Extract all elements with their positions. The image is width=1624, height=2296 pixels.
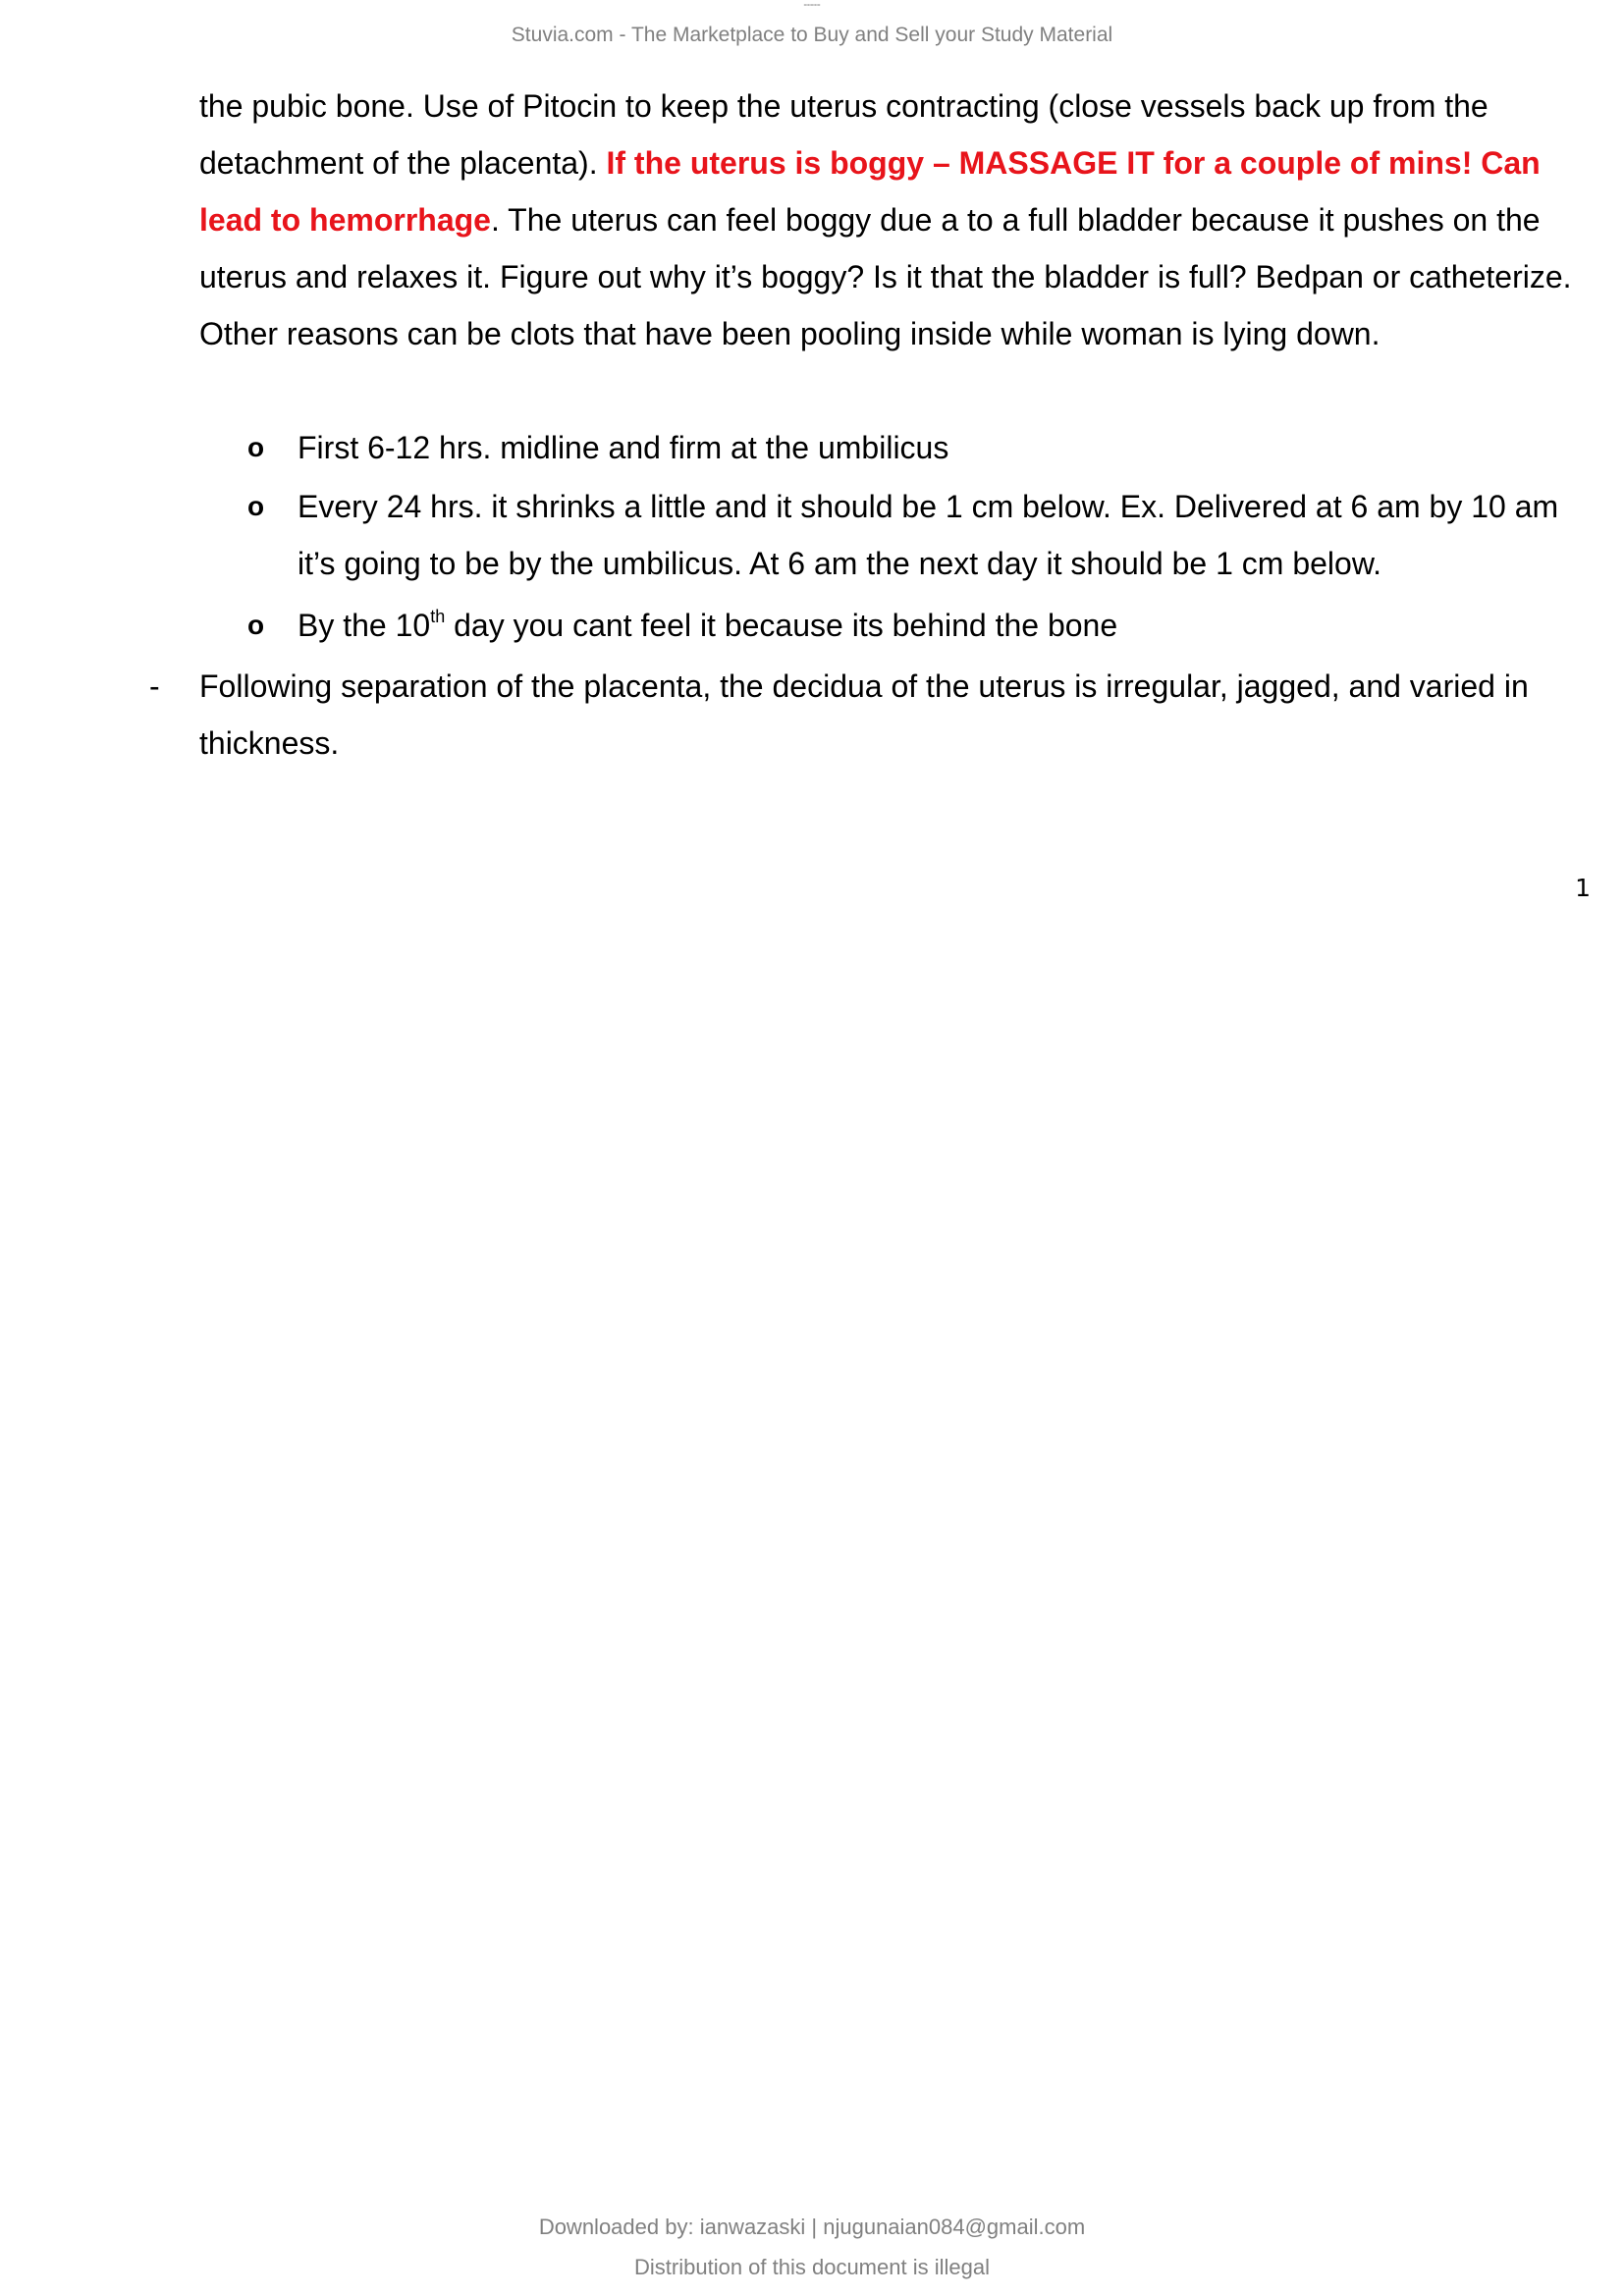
list-item-text: day you cant feel it because its behind the bone [445,608,1118,643]
sub-bullet-marker: o [247,432,265,462]
dash-list-item: Following separation of the placenta, the decidua of the uterus is irregular, jagged, and varied in thickness. [199,668,1529,761]
list-item: Every 24 hrs. it shrinks a little and it should be 1 cm below. Ex. Delivered at 6 am by 10 am it’s going to be by the umbilicus. At 6 am the next day it should be 1 cm below. [298,489,1559,581]
footer-downloaded-by: Downloaded by: ianwazaski | njugunaian084@gmail.com [538,2215,1086,2239]
list-item: First 6-12 hrs. midline and firm at the umbilicus [298,430,949,465]
superscript-th: th [430,607,446,626]
header-tiny-mark: •••••••••••• [803,2,821,7]
stuvia-watermark-header: Stuvia.com - The Marketplace to Buy and Sell your Study Material [511,24,1113,46]
list-item-text: By the 10 [298,608,431,643]
footer-distribution-notice: Distribution of this document is illegal [634,2255,990,2279]
paragraph-text-start: the pubic bone. Use of Pitocin to keep the uterus contracting (close vessels back up from the detachment of the placenta). [199,88,1489,181]
sub-bullet-marker: o [247,610,265,640]
paragraph-uterus-massage [199,78,1584,362]
paragraph-text-end: . The uterus can feel boggy due a to a full bladder because it pushes on the uterus and relaxes it. Figure out why it’s boggy? Is it that the bladder is full? Bedpan or catheterize. Other reasons can be clots that have been pooling inside while woman is lying down. [199,202,1572,351]
sub-bullet-marker: o [247,491,265,521]
list-item [298,597,1584,654]
page-number: 1 [1575,874,1591,902]
emphasis-warning-text: If the uterus is boggy – MASSAGE IT for a couple of mins! Can lead to hemorrhage [199,145,1541,238]
dash-bullet-marker: - [149,668,160,704]
